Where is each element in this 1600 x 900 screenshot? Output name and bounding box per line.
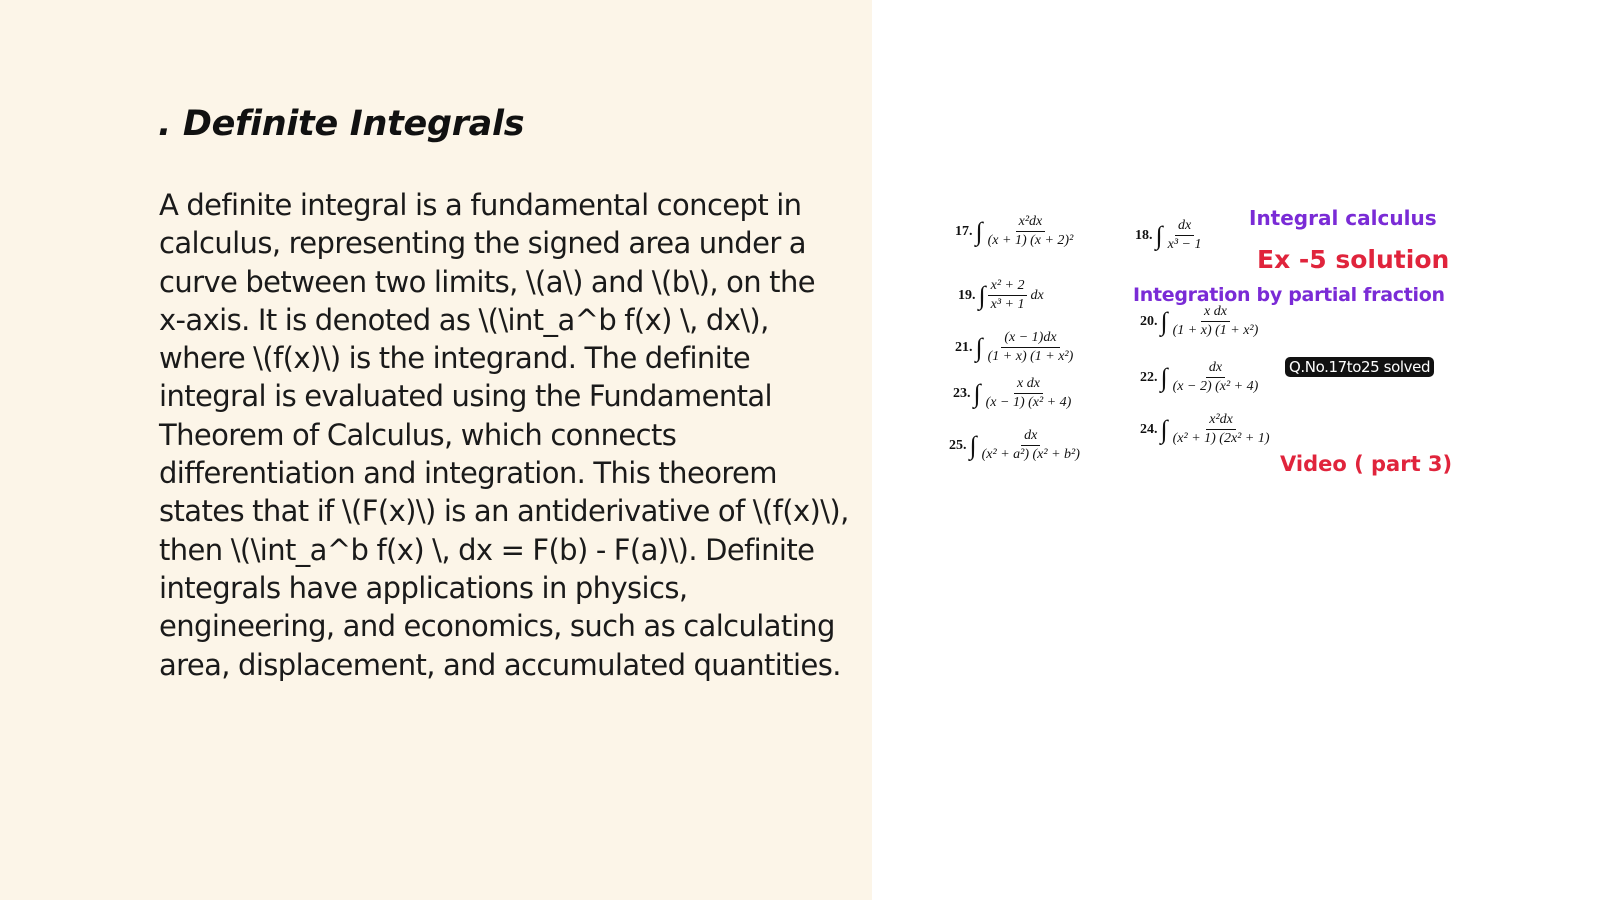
fraction [1170, 304, 1262, 339]
slide-title: . Definite Integrals [158, 104, 525, 144]
question-20 [1140, 304, 1261, 339]
question-17 [955, 214, 1076, 249]
numerator: x dx [1014, 376, 1043, 394]
integral-sign-icon: ∫ [978, 280, 986, 310]
question-24 [1140, 412, 1273, 447]
question-25 [949, 428, 1083, 463]
integral-sign-icon: ∫ [969, 430, 977, 460]
fraction [985, 214, 1077, 249]
integral-sign-icon: ∫ [1160, 362, 1168, 392]
fraction [1165, 218, 1205, 253]
numerator: x²dx [1206, 412, 1236, 430]
denominator: x³ + 1 [990, 297, 1025, 312]
integral-sign-icon: ∫ [973, 378, 981, 408]
exercise-label: Ex -5 solution [1257, 245, 1450, 274]
numerator: (x − 1)dx [1001, 330, 1059, 348]
numerator: x²dx [1016, 214, 1046, 232]
denominator: (x + 1) (x + 2)² [987, 233, 1074, 248]
integral-sign-icon: ∫ [1160, 306, 1168, 336]
fraction [988, 278, 1028, 313]
numerator: dx [1206, 360, 1225, 378]
fraction [983, 376, 1075, 411]
question-19 [958, 278, 1044, 313]
fraction [1170, 412, 1273, 447]
numerator: x dx [1201, 304, 1230, 322]
question-number: 20. [1140, 313, 1158, 329]
question-18 [1135, 218, 1204, 253]
fraction [1170, 360, 1262, 395]
numerator: dx [1021, 428, 1040, 446]
denominator: (x − 1) (x² + 4) [985, 395, 1072, 410]
topic-label: Integral calculus [1249, 206, 1437, 230]
integral-sign-icon: ∫ [975, 332, 983, 362]
denominator: (x − 2) (x² + 4) [1172, 379, 1259, 394]
video-label: Video ( part 3) [1280, 452, 1453, 476]
question-number: 21. [955, 339, 973, 355]
denominator: (x² + a²) (x² + b²) [981, 447, 1080, 462]
question-number: 17. [955, 223, 973, 239]
integral-sign-icon: ∫ [1155, 220, 1163, 250]
integral-exercise-image [949, 200, 1455, 490]
denominator: (1 + x) (1 + x²) [1172, 323, 1259, 338]
question-number: 19. [958, 287, 976, 303]
numerator: dx [1175, 218, 1194, 236]
question-23 [953, 376, 1074, 411]
denominator: (x² + 1) (2x² + 1) [1172, 431, 1270, 446]
numerator: x² + 2 [988, 278, 1028, 296]
differential: dx [1030, 287, 1044, 303]
fraction [985, 330, 1077, 365]
integral-sign-icon: ∫ [975, 216, 983, 246]
question-number: 25. [949, 437, 967, 453]
integral-sign-icon: ∫ [1160, 414, 1168, 444]
question-22 [1140, 360, 1261, 395]
fraction [979, 428, 1083, 463]
denominator: (1 + x) (1 + x²) [987, 349, 1074, 364]
question-number: 24. [1140, 421, 1158, 437]
question-21 [955, 330, 1076, 365]
method-label: Integration by partial fraction [1133, 284, 1445, 306]
slide-body-text: A definite integral is a fundamental concept in calculus, representing the signed area under a curve between two limits, \(a\) and \(b\), on the x-axis. It is denoted as \(\int_a^b f(x) \, dx\), where \(f(x)\) is the integrand. The definite integral is evaluated using the Fundamental Theorem of Calculus, which connects differentiation and integration. This theorem states that if \(F(x)\) is an antiderivative of \(f(x)\), then \(\int_a^b f(x) \, dx = F(b) - F(a)\). Definite integrals have applications in physics, engineering, and economics, such as calculating area, displacement, and accumulated quantities. [159, 188, 849, 682]
denominator: x³ − 1 [1167, 237, 1202, 252]
question-number: 23. [953, 385, 971, 401]
question-number: 22. [1140, 369, 1158, 385]
question-number: 18. [1135, 227, 1153, 243]
solved-badge: Q.No.17to25 solved [1285, 357, 1434, 377]
